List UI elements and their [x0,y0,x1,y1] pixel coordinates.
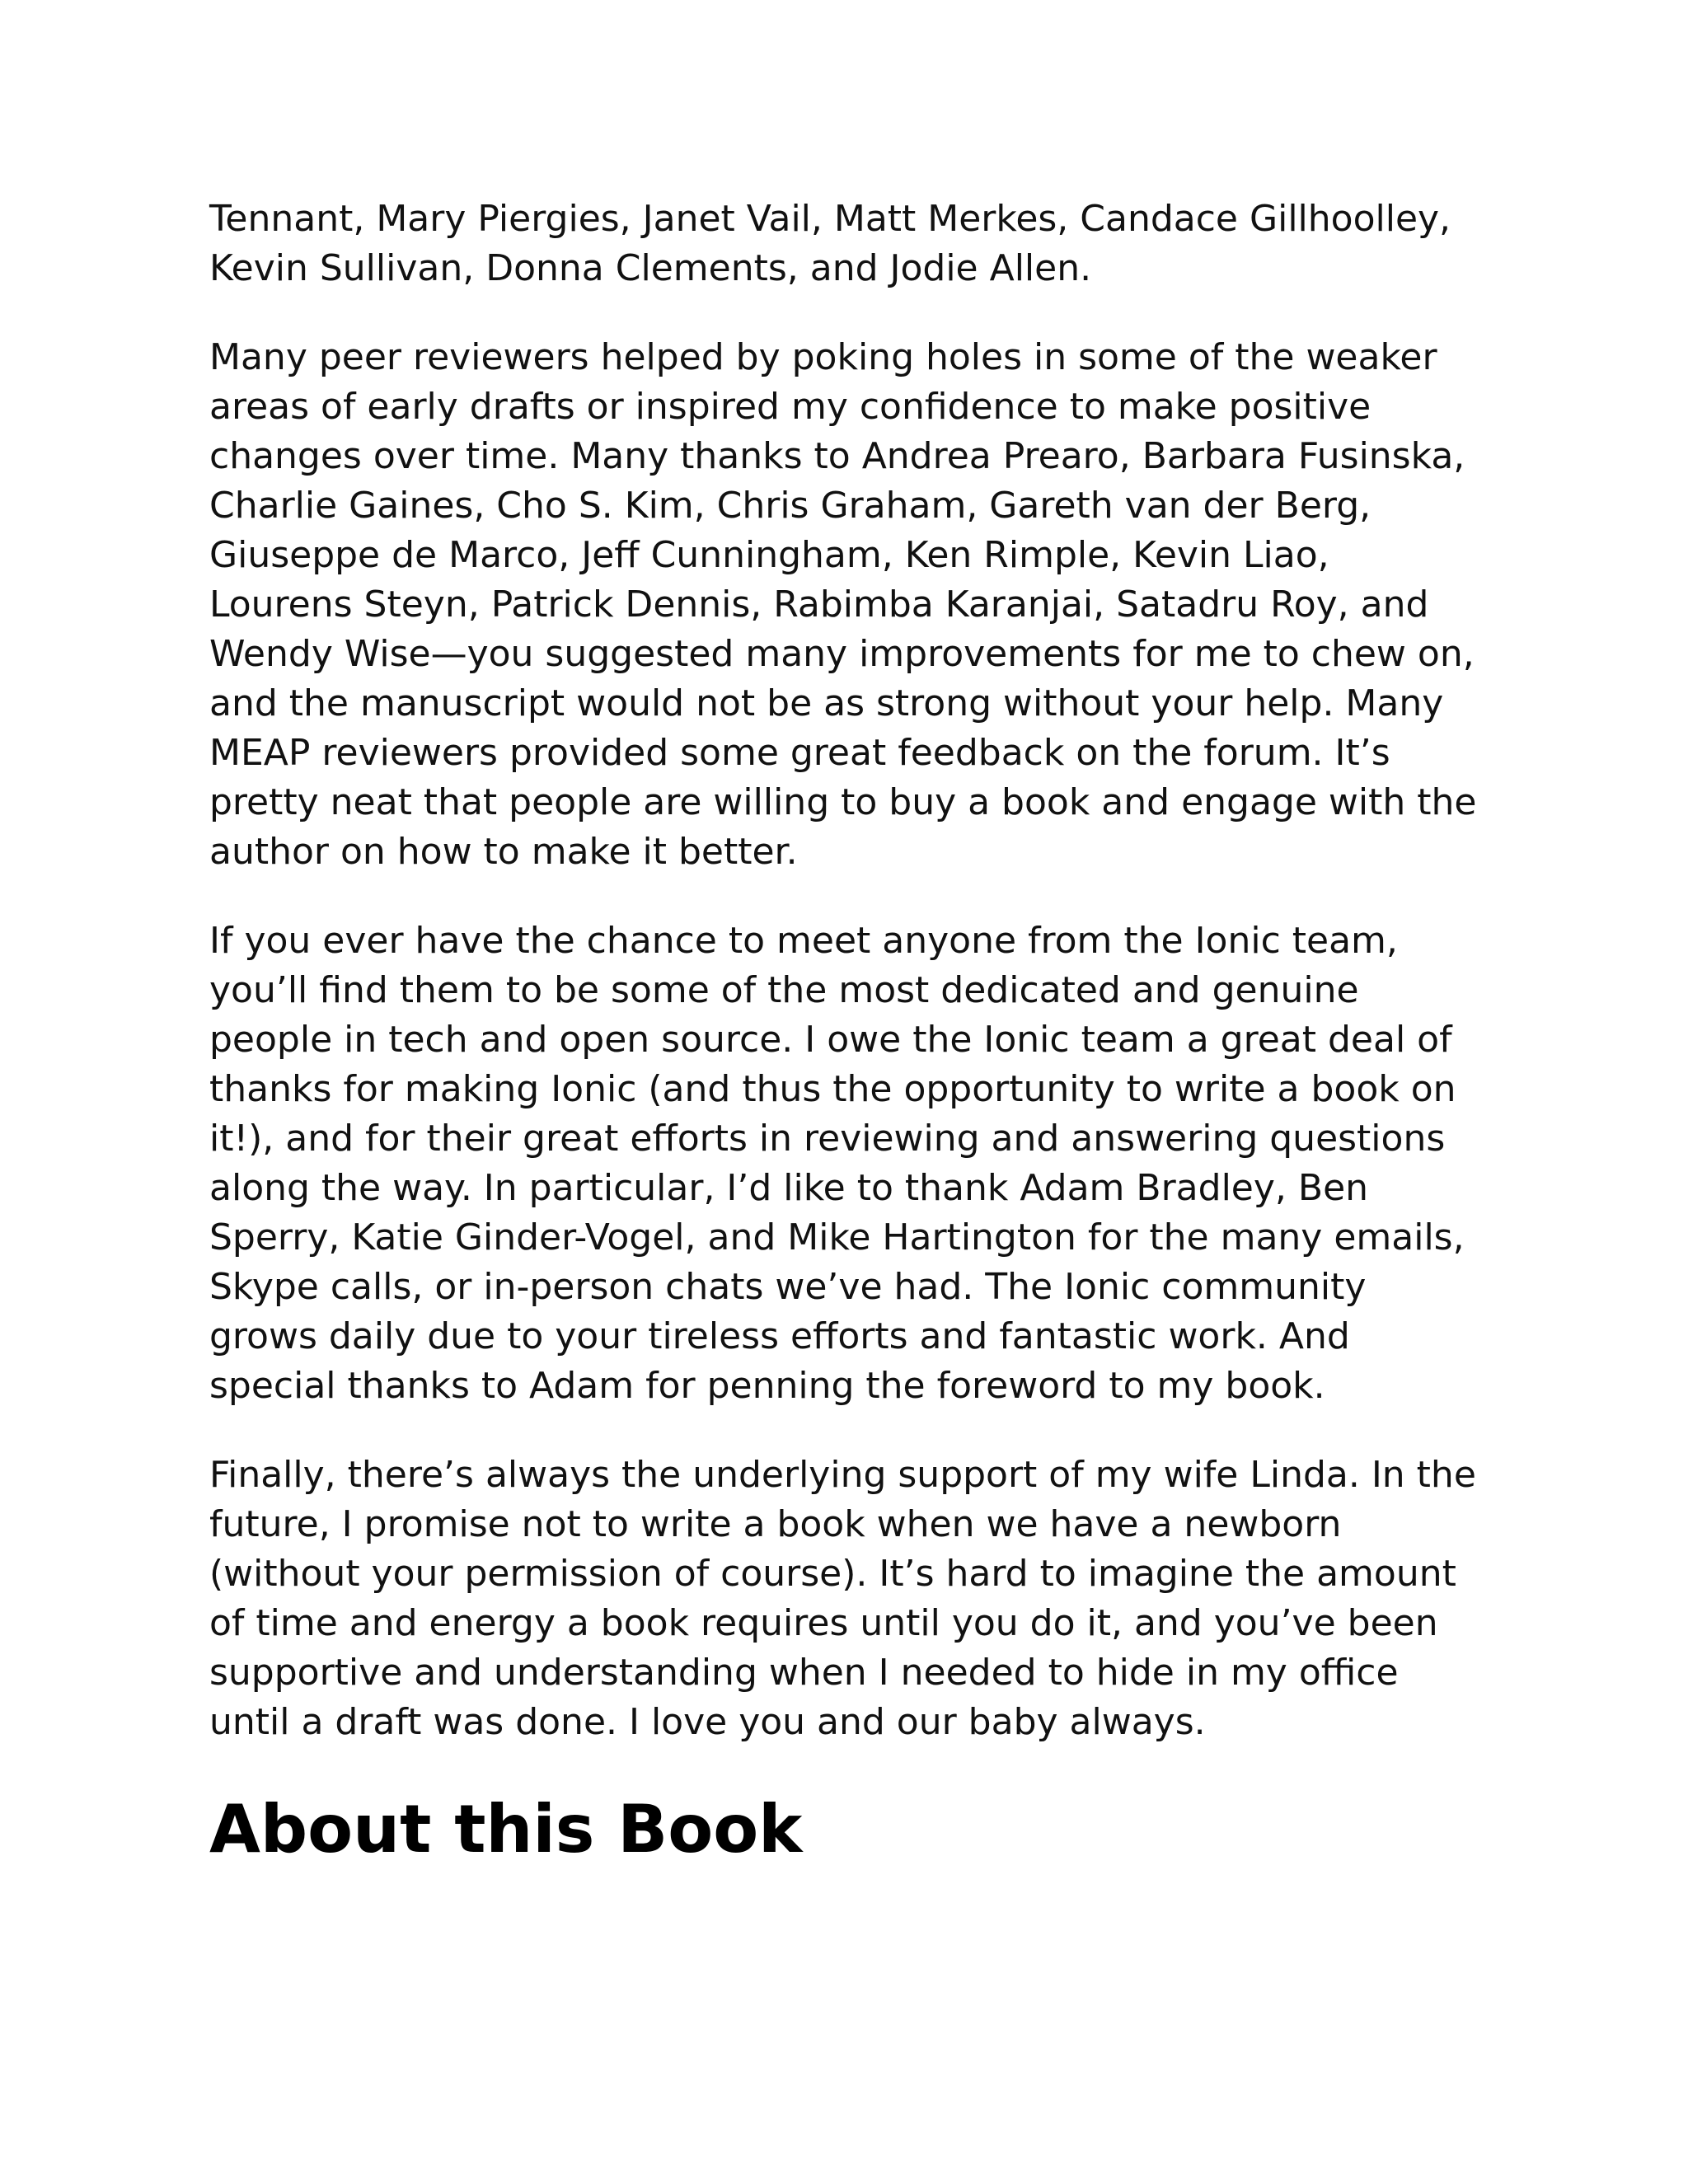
paragraph-ionic-team: If you ever have the chance to meet anyone from the Ionic team, you’ll find them to be some of the most dedicated and genuine people in tech and open source. I owe the Ionic team a great deal of thanks for making Ionic (and thus the opportunity to write a book on it!), and for their great efforts in reviewing and answering questions along the way. In particular, I’d like to thank Adam Bradley, Ben Sperry, Katie Ginder-Vogel, and Mike Hartington for the many emails, Skype calls, or in-person chats we’ve had. The Ionic community grows daily due to your tireless efforts and fantastic work. And special thanks to Adam for penning the foreword to my book. [209,920,1465,1407]
paragraph-family-support: Finally, there’s always the underlying support of my wife Linda. In the future, I promise not to write a book when we have a newborn (without your permission of course). It’s hard to imagine the amount of time and energy a book requires until you do it, and you’ve been supportive and understanding when I needed to hide in my office until a draft was done. I love you and our baby always. [209,1454,1476,1743]
section-heading: About this Book [209,1791,803,1868]
document-body [209,194,1479,1869]
paragraph-peer-reviewers: Many peer reviewers helped by poking holes in some of the weaker areas of early drafts or inspired my confidence to make positive changes over time. Many thanks to Andrea Prearo, Barbara Fusinska, Charlie Gaines, Cho S. Kim, Chris Graham, Gareth van der Berg, Giuseppe de Marco, Jeff Cunningham, Ken Rimple, Kevin Liao, Lourens Steyn, Patrick Dennis, Rabimba Karanjai, Satadru Roy, and Wendy Wise—you suggested many improvements for me to chew on, and the manuscript would not be as strong without your help. Many MEAP reviewers provided some great feedback on the forum. It’s pretty neat that people are willing to buy a book and engage with the author on how to make it better. [209,336,1477,873]
paragraph-acknowledgment-continued: Tennant, Mary Piergies, Janet Vail, Matt Merkes, Candace Gillhoolley, Kevin Sullivan, Donna Clements, and Jodie Allen. [209,198,1451,289]
